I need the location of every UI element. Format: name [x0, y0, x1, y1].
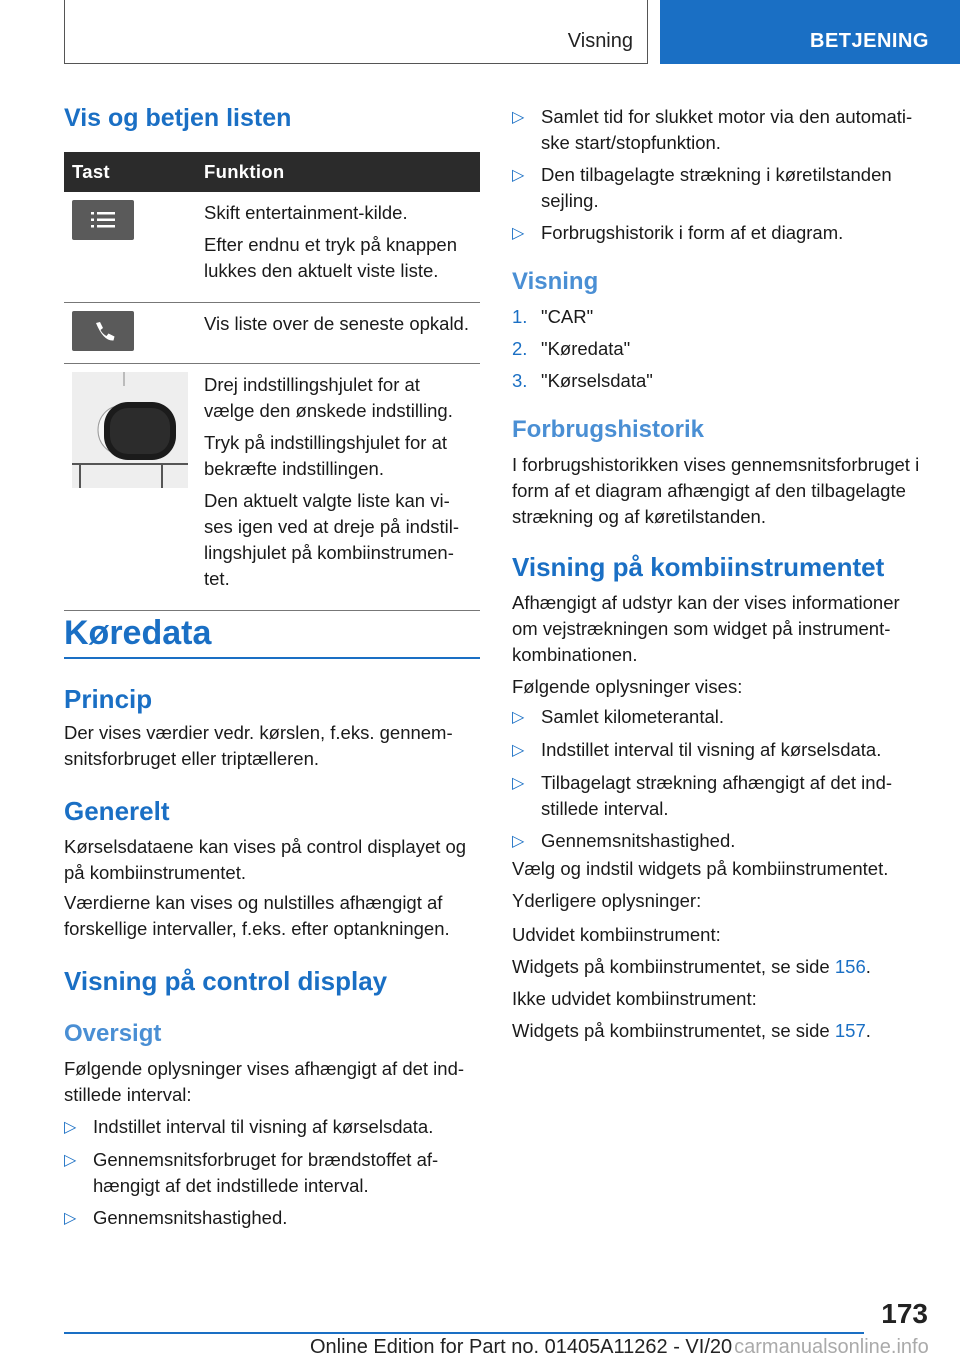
ref-dot: . — [865, 1020, 871, 1041]
ikke-udvidet-text: Ikke udvidet kombiinstrument: — [512, 988, 757, 1009]
function-text: Efter endnu et tryk på knappen lukkes den aktuelt viste liste. — [204, 234, 458, 281]
page-number: 173 — [881, 1298, 928, 1329]
page-link-156[interactable]: 156 — [834, 956, 866, 977]
generelt-paragraph-1: Kørselsdataene kan vises på control displayet og på kombiinstrumentet. — [64, 836, 467, 883]
key-cell — [64, 192, 196, 303]
kombi-list — [512, 704, 928, 855]
function-text: Vis liste over de seneste opkald. — [204, 313, 469, 334]
step-number: 3. — [512, 370, 528, 391]
bullet-triangle-icon: ▷ — [64, 1152, 77, 1169]
generelt-paragraph-2: Værdierne kan vises og nulstilles afhængigt af forskellige intervaller, f.eks. efter optankningen. — [64, 892, 450, 939]
list-item-text: Den tilbagelagte strækning i køretilstanden sejling. — [541, 164, 892, 211]
page-link-157[interactable]: 157 — [834, 1020, 866, 1041]
visning-title: Visning — [512, 268, 599, 295]
bullet-triangle-icon: ▷ — [512, 109, 525, 126]
controller-photo — [72, 372, 188, 488]
list-item — [512, 704, 928, 731]
step-item — [512, 304, 928, 330]
oversigt-text: Følgende oplysninger vises afhængigt af det ind-stillede interval: — [64, 1058, 465, 1105]
ref-text: Widgets på kombiinstrumentet, se side — [512, 1020, 835, 1041]
bullet-triangle-icon: ▷ — [512, 775, 525, 792]
col-header-key: Tast — [64, 152, 196, 192]
ref-paragraph-2 — [512, 1018, 928, 1044]
visning-cd-title: Visning på control display — [64, 966, 388, 996]
table-heading: Vis og betjen listen — [64, 104, 292, 132]
key-cell — [64, 303, 196, 364]
phone-icon — [72, 311, 134, 351]
ref-dot: . — [865, 956, 871, 977]
function-cell — [196, 192, 480, 303]
list-item-text: Tilbagelagt strækning afhængigt af det ind-stillede interval. — [541, 772, 893, 819]
udvidet-text: Udvidet kombiinstrument: — [512, 924, 721, 945]
kombi-title: Visning på kombiinstrumentet — [512, 552, 885, 582]
princip-title: Princip — [64, 684, 153, 714]
footer-edition — [310, 1336, 929, 1359]
function-text: Drej indstillingshjulet for at vælge den ønskede indstilling. — [204, 374, 453, 421]
list-item-text: Samlet tid for slukket motor via den automati-ske start/stopfunktion. — [541, 106, 913, 153]
list-item — [64, 1114, 480, 1141]
ref-paragraph-1 — [512, 954, 928, 980]
bullet-triangle-icon: ▷ — [64, 1210, 77, 1227]
section-rule — [64, 657, 480, 659]
steps-list — [512, 304, 928, 394]
header-section-label: Visning — [567, 30, 633, 52]
list-item-text: Gennemsnitshastighed. — [93, 1207, 288, 1228]
watermark: carmanualsonline.info — [734, 1336, 929, 1358]
step-number: 1. — [512, 306, 528, 327]
bullet-triangle-icon: ▷ — [512, 709, 525, 726]
list-item — [64, 1205, 480, 1232]
step-text: "CAR" — [541, 306, 594, 327]
oversigt-title: Oversigt — [64, 1020, 162, 1047]
list-item — [512, 162, 928, 214]
step-text: "Kørselsdata" — [541, 370, 653, 391]
kombi-text: Afhængigt af udstyr kan der vises informationer om vejstrækningen som widget på instrument-kombinationen. — [512, 592, 900, 665]
function-text: Skift entertainment-kilde. — [204, 202, 408, 223]
list-item — [512, 737, 928, 764]
list-item — [512, 770, 928, 822]
list-item — [512, 220, 928, 247]
step-number: 2. — [512, 338, 528, 359]
ref-text: Widgets på kombiinstrumentet, se side — [512, 956, 835, 977]
list-icon — [72, 200, 134, 240]
list-item-text: Indstillet interval til visning af kørselsdata. — [541, 739, 882, 760]
step-item — [512, 368, 928, 394]
list-item-text: Indstillet interval til visning af kørselsdata. — [93, 1116, 434, 1137]
list-item-text: Samlet kilometerantal. — [541, 706, 725, 727]
col-header-function: Funktion — [196, 152, 480, 192]
widgets-text: Vælg og indstil widgets på kombiinstrumentet. — [512, 858, 889, 879]
table-row — [64, 303, 480, 364]
forbrug-title: Forbrugshistorik — [512, 416, 705, 443]
more-info-text: Yderligere oplysninger: — [512, 890, 702, 911]
list-item — [64, 1147, 480, 1199]
header-chapter-label: BETJENING — [810, 30, 929, 52]
list-item — [512, 828, 928, 855]
edition-text: Online Edition for Part no. 01405A11262 - VI/20 — [310, 1336, 733, 1358]
function-text: Tryk på indstillingshjulet for at bekræfte indstillingen. — [204, 432, 448, 479]
step-item — [512, 336, 928, 362]
koredata-title: Køredata — [64, 614, 212, 652]
bullet-triangle-icon: ▷ — [512, 167, 525, 184]
bullet-triangle-icon: ▷ — [64, 1119, 77, 1136]
header-section-box — [64, 0, 648, 64]
key-cell — [64, 364, 196, 611]
generelt-title: Generelt — [64, 796, 170, 826]
bullet-triangle-icon: ▷ — [512, 742, 525, 759]
footer-rule — [64, 1332, 864, 1334]
list-item-text: Forbrugshistorik i form af et diagram. — [541, 222, 844, 243]
header-chapter-box — [660, 0, 960, 64]
list-item-text: Gennemsnitshastighed. — [541, 830, 736, 851]
top-list — [512, 104, 928, 247]
table-row — [64, 364, 480, 611]
table-row — [64, 192, 480, 303]
kombi-intro: Følgende oplysninger vises: — [512, 676, 743, 697]
oversigt-list — [64, 1114, 480, 1232]
list-item — [512, 104, 928, 156]
bullet-triangle-icon: ▷ — [512, 225, 525, 242]
controls-table — [64, 152, 480, 611]
forbrug-text: I forbrugshistorikken vises gennemsnitsforbruget i form af et diagram afhængigt af den tilbagelagte strækning og af køretilstanden. — [512, 454, 920, 527]
function-text: Den aktuelt valgte liste kan vi-ses igen ved at dreje på indstil-lingshjulet på kombiinstrumen-tet. — [204, 490, 460, 589]
function-cell — [196, 364, 480, 611]
table-header-row — [64, 152, 480, 192]
princip-text: Der vises værdier vedr. kørslen, f.eks. gennem-snitsforbruget eller triptælleren. — [64, 722, 453, 769]
function-cell — [196, 303, 480, 364]
step-text: "Køredata" — [541, 338, 631, 359]
bullet-triangle-icon: ▷ — [512, 833, 525, 850]
list-item-text: Gennemsnitsforbruget for brændstoffet af-hængigt af det indstillede interval. — [93, 1149, 439, 1196]
